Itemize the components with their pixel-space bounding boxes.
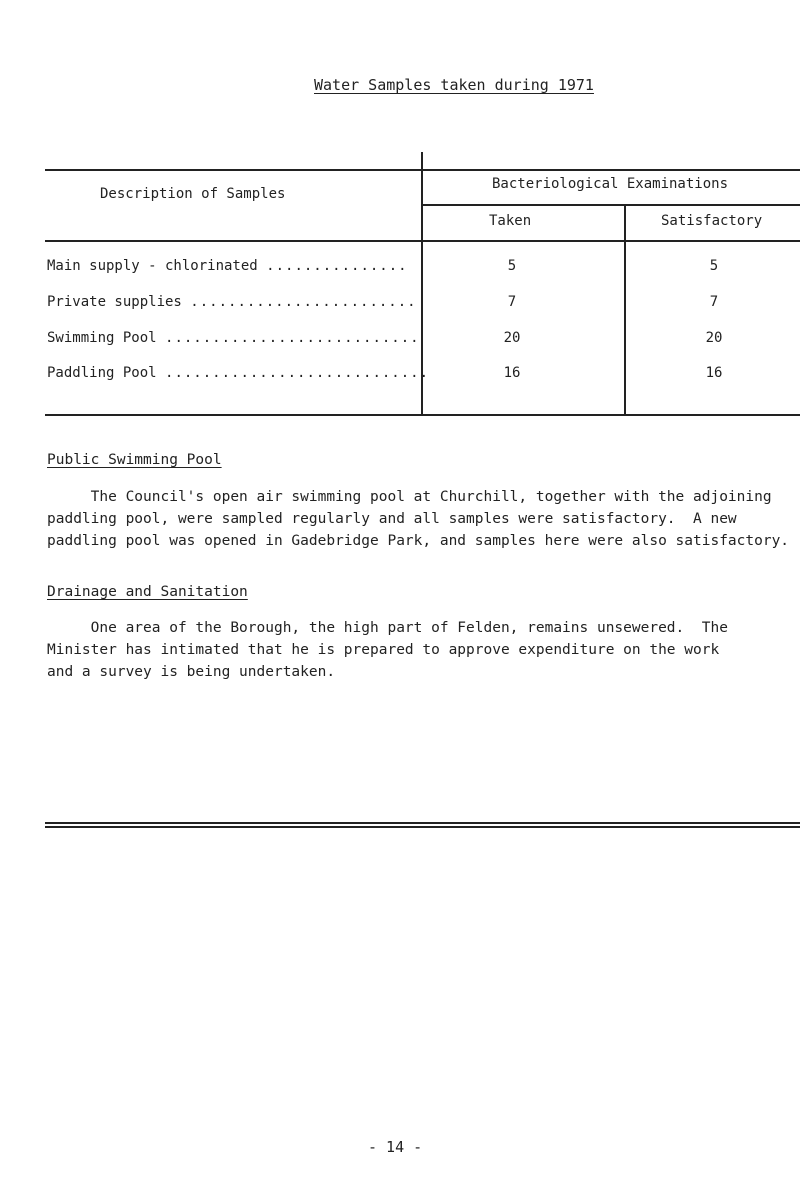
paragraph-line: paddling pool, were sampled regularly and all samples were satisfactory. A new [47,511,737,527]
row-leader-dots: ............................ [165,365,430,381]
section-heading-swimming-pool: Public Swimming Pool [47,452,222,468]
paragraph-line: and a survey is being undertaken. [47,664,336,680]
header-satisfactory: Satisfactory [661,213,763,229]
row-leader-dots: ............... [266,258,408,274]
row-taken-value: 5 [507,258,517,274]
header-taken: Taken [489,213,532,229]
table-row-label [47,294,417,310]
row-satisfactory-value: 20 [705,330,723,346]
section-heading-drainage: Drainage and Sanitation [47,584,248,600]
row-label-text: Swimming Pool [47,330,157,346]
header-description: Description of Samples [100,186,286,202]
table-row-label [47,330,420,346]
paragraph-line: paddling pool was opened in Gadebridge Park, and samples here were also satisfactory. [47,533,790,549]
row-satisfactory-value: 5 [709,258,719,274]
footer-rule-top [45,822,800,824]
paragraph-line: Minister has intimated that he is prepared to approve expenditure on the work [47,642,720,658]
table-row-label [47,365,429,381]
row-taken-value: 16 [503,365,521,381]
table-column-divider-2 [624,204,626,415]
table-row-label [47,258,408,274]
row-taken-value: 7 [507,294,517,310]
row-taken-value: 20 [503,330,521,346]
page-number: - 14 - [368,1138,423,1156]
footer-rule-bottom [45,826,800,828]
paragraph-line: One area of the Borough, the high part of Felden, remains unsewered. The [47,620,728,636]
row-satisfactory-value: 16 [705,365,723,381]
paragraph-line: The Council's open air swimming pool at Churchill, together with the adjoining [47,489,772,505]
row-label-text: Paddling Pool [47,365,157,381]
row-label-text: Private supplies [47,294,182,310]
page-title: Water Samples taken during 1971 [314,76,594,94]
row-label-text: Main supply - chlorinated [47,258,258,274]
table-subheader-border [422,204,800,206]
row-satisfactory-value: 7 [709,294,719,310]
row-leader-dots: ........................ [190,294,417,310]
row-leader-dots: ........................... [165,330,420,346]
header-bacteriological: Bacteriological Examinations [492,176,729,192]
